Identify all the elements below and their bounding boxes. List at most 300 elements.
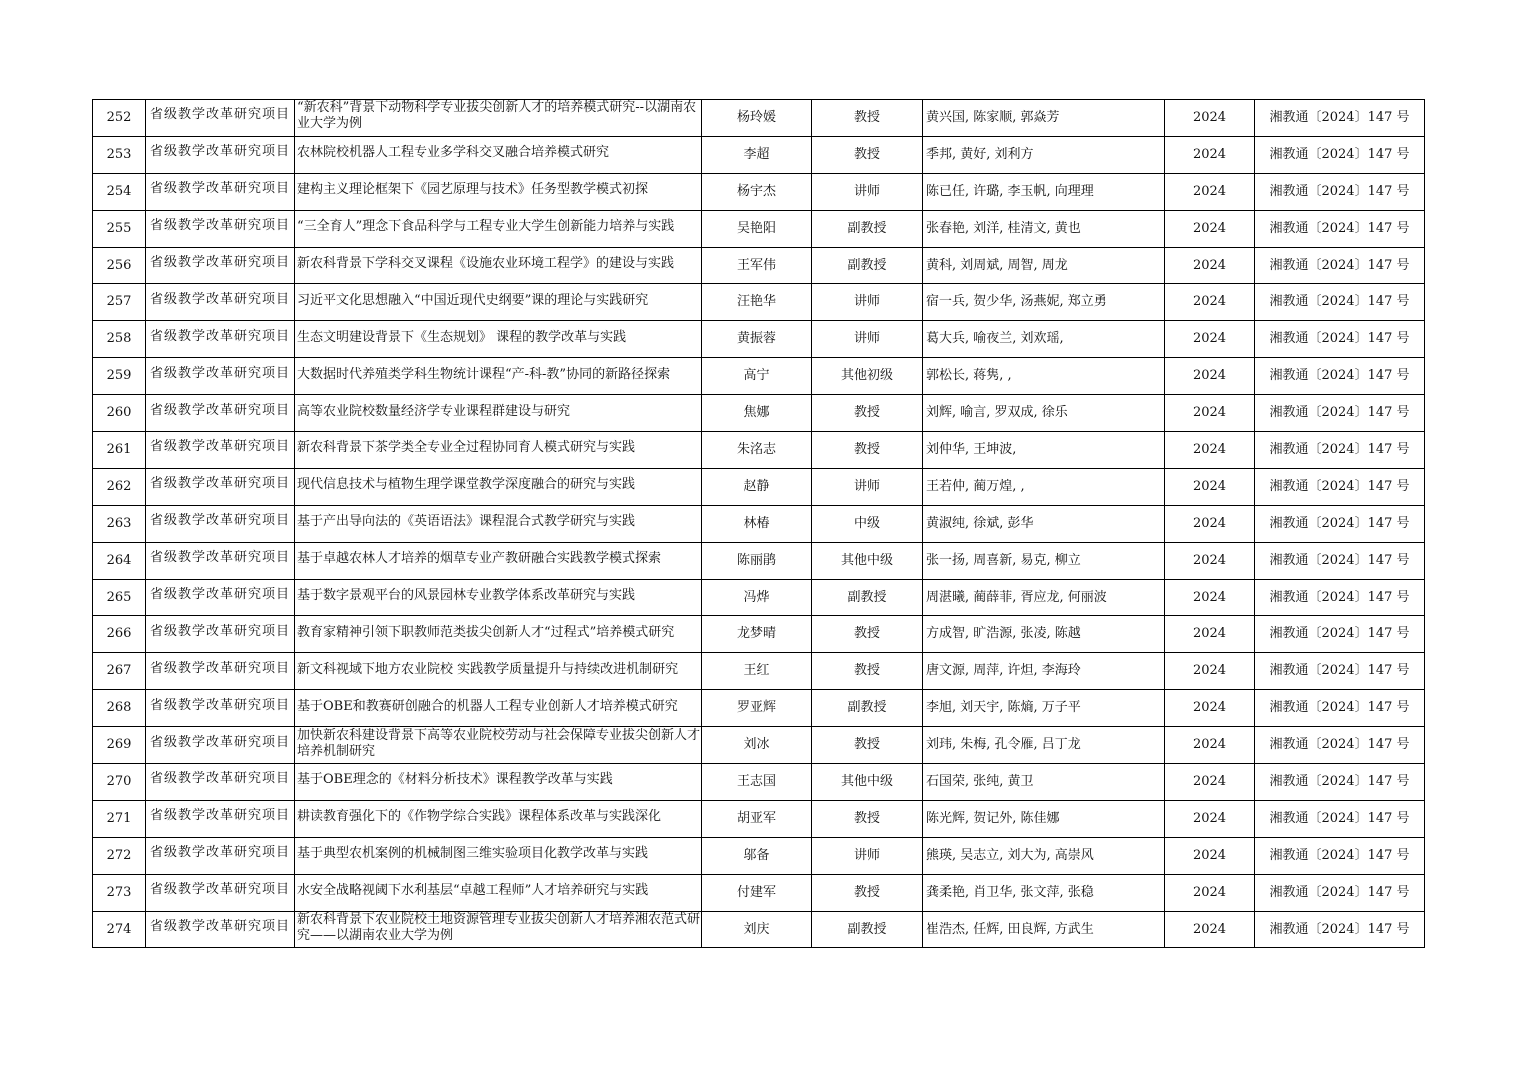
approval-document: 湘教通〔2024〕147 号 (1269, 478, 1410, 494)
project-year: 2024 (1192, 921, 1227, 937)
project-year: 2024 (1192, 773, 1227, 789)
team-members: 黄科, 刘周斌, 周智, 周龙 (926, 257, 1068, 273)
row-number: 265 (106, 589, 132, 605)
project-title-cell (295, 505, 702, 542)
project-leader-cell (702, 616, 812, 653)
row-number-cell (93, 247, 146, 284)
project-leader: 杨玲媛 (736, 109, 776, 125)
project-title-cell (295, 358, 702, 395)
project-type: 省级教学改革研究项目 (149, 439, 290, 455)
team-members: 刘玮, 朱梅, 孔令雁, 吕丁龙 (926, 737, 1081, 753)
leader-rank: 副教授 (847, 257, 887, 273)
project-title: 加快新农科建设背景下高等农业院校劳动与社会保障专业拔尖创新人才培养机制研究 (297, 727, 701, 759)
project-year: 2024 (1192, 368, 1227, 384)
project-type-cell (146, 247, 295, 284)
project-leader: 汪艳华 (736, 294, 776, 310)
project-leader: 刘冰 (743, 737, 770, 753)
table-row (93, 874, 1425, 911)
table-row (93, 579, 1425, 616)
project-leader: 吴艳阳 (736, 220, 776, 236)
project-type: 省级教学改革研究项目 (149, 218, 290, 234)
project-type-cell (146, 284, 295, 321)
row-number: 253 (106, 146, 132, 162)
project-leader-cell (702, 468, 812, 505)
approval-document: 湘教通〔2024〕147 号 (1269, 847, 1410, 863)
project-type: 省级教学改革研究项目 (149, 255, 290, 270)
project-year: 2024 (1192, 737, 1227, 753)
project-year: 2024 (1192, 405, 1227, 421)
project-year: 2024 (1192, 478, 1227, 494)
table-row (93, 284, 1425, 321)
row-number: 274 (106, 921, 132, 937)
row-number-cell (93, 395, 146, 432)
approval-document-cell (1255, 100, 1425, 137)
approval-document: 湘教通〔2024〕147 号 (1269, 737, 1410, 753)
project-type-cell (146, 321, 295, 358)
approval-document-cell (1255, 542, 1425, 579)
project-leader-cell (702, 247, 812, 284)
project-year: 2024 (1192, 552, 1227, 568)
leader-rank: 教授 (853, 146, 880, 162)
leader-rank-cell (812, 395, 923, 432)
project-title-cell (295, 247, 702, 284)
team-members-cell (923, 468, 1165, 505)
row-number: 252 (106, 109, 132, 125)
project-type-cell (146, 505, 295, 542)
project-title-cell (295, 690, 702, 727)
project-title: 基于典型农机案例的机械制图三维实验项目化教学改革与实践 (297, 846, 649, 862)
project-year-cell (1165, 653, 1255, 690)
project-type: 省级教学改革研究项目 (149, 808, 290, 824)
team-members: 刘辉, 喻言, 罗双成, 徐乐 (926, 405, 1068, 421)
approval-document: 湘教通〔2024〕147 号 (1269, 257, 1410, 273)
project-year: 2024 (1192, 331, 1227, 347)
project-title: 高等农业院校数量经济学专业课程群建设与研究 (297, 403, 571, 419)
approval-document-cell (1255, 284, 1425, 321)
row-number: 254 (106, 183, 132, 199)
project-year: 2024 (1192, 810, 1227, 826)
leader-rank: 教授 (853, 884, 880, 900)
project-title: 基于卓越农林人才培养的烟草专业产教研融合实践教学模式探索 (297, 551, 662, 567)
project-year: 2024 (1192, 183, 1227, 199)
project-title-cell (295, 764, 702, 801)
leader-rank-cell (812, 284, 923, 321)
team-members-cell (923, 616, 1165, 653)
project-leader: 杨宇杰 (736, 183, 776, 199)
approval-document: 湘教通〔2024〕147 号 (1269, 294, 1410, 310)
approval-document: 湘教通〔2024〕147 号 (1269, 884, 1410, 900)
team-members-cell (923, 210, 1165, 247)
row-number-cell (93, 837, 146, 874)
project-year-cell (1165, 800, 1255, 837)
project-year: 2024 (1192, 441, 1227, 457)
team-members-cell (923, 432, 1165, 469)
approval-document-cell (1255, 579, 1425, 616)
approval-document: 湘教通〔2024〕147 号 (1269, 331, 1410, 347)
row-number-cell (93, 284, 146, 321)
approval-document-cell (1255, 874, 1425, 911)
approval-document-cell (1255, 616, 1425, 653)
project-year-cell (1165, 100, 1255, 137)
project-year-cell (1165, 284, 1255, 321)
leader-rank-cell (812, 468, 923, 505)
table-row (93, 247, 1425, 284)
team-members: 张春艳, 刘洋, 桂清文, 黄也 (926, 220, 1081, 236)
project-leader-cell (702, 800, 812, 837)
row-number: 258 (106, 331, 132, 347)
project-type-cell (146, 579, 295, 616)
project-leader-cell (702, 173, 812, 210)
project-title: 大数据时代养殖类学科生物统计课程“产-科-教”协同的新路径探索 (297, 366, 671, 382)
project-leader: 林椿 (743, 515, 770, 531)
project-year-cell (1165, 136, 1255, 173)
team-members-cell (923, 358, 1165, 395)
leader-rank: 教授 (853, 441, 880, 457)
project-title: 新农科背景下学科交叉课程《设施农业环境工程学》的建设与实践 (297, 256, 675, 271)
approval-document: 湘教通〔2024〕147 号 (1269, 626, 1410, 642)
leader-rank-cell (812, 210, 923, 247)
table-row (93, 690, 1425, 727)
team-members: 方成智, 旷浩源, 张凌, 陈越 (926, 626, 1081, 642)
project-leader-cell (702, 911, 812, 948)
row-number-cell (93, 542, 146, 579)
project-leader: 罗亚辉 (736, 700, 776, 716)
project-title: 农林院校机器人工程专业多学科交叉融合培养模式研究 (297, 145, 610, 161)
project-title-cell (295, 468, 702, 505)
project-leader-cell (702, 837, 812, 874)
project-leader: 赵静 (743, 478, 770, 494)
team-members-cell (923, 136, 1165, 173)
team-members-cell (923, 727, 1165, 764)
project-type: 省级教学改革研究项目 (149, 697, 290, 713)
leader-rank-cell (812, 358, 923, 395)
project-type-cell (146, 432, 295, 469)
team-members: 郭松长, 蒋隽, , (926, 368, 1012, 384)
project-leader: 冯烨 (743, 589, 770, 605)
row-number: 259 (106, 368, 132, 384)
team-members-cell (923, 579, 1165, 616)
table-row (93, 210, 1425, 247)
project-type-cell (146, 653, 295, 690)
project-year-cell (1165, 210, 1255, 247)
team-members-cell (923, 321, 1165, 358)
project-title: 基于OBE理念的《材料分析技术》课程教学改革与实践 (297, 772, 613, 788)
leader-rank-cell (812, 837, 923, 874)
leader-rank-cell (812, 727, 923, 764)
project-year: 2024 (1192, 663, 1227, 679)
row-number-cell (93, 432, 146, 469)
approval-document: 湘教通〔2024〕147 号 (1269, 109, 1410, 125)
project-title: 新文科视域下地方农业院校 实践教学质量提升与持续改进机制研究 (297, 661, 679, 677)
project-title: 基于OBE和教赛研创融合的机器人工程专业创新人才培养模式研究 (297, 698, 678, 714)
approval-document: 湘教通〔2024〕147 号 (1269, 810, 1410, 826)
project-title-cell (295, 653, 702, 690)
row-number: 257 (106, 294, 132, 310)
project-leader-cell (702, 542, 812, 579)
leader-rank: 讲师 (853, 331, 880, 347)
project-title: 现代信息技术与植物生理学课堂教学深度融合的研究与实践 (297, 477, 636, 493)
leader-rank: 中级 (853, 515, 880, 531)
approval-document-cell (1255, 911, 1425, 948)
project-type-cell (146, 874, 295, 911)
leader-rank: 教授 (853, 109, 880, 125)
project-leader: 王军伟 (736, 257, 776, 273)
row-number: 267 (106, 663, 132, 679)
project-type: 省级教学改革研究项目 (149, 660, 290, 676)
project-type: 省级教学改革研究项目 (149, 623, 290, 639)
project-type: 省级教学改革研究项目 (149, 919, 290, 935)
leader-rank-cell (812, 874, 923, 911)
team-members-cell (923, 764, 1165, 801)
project-year: 2024 (1192, 589, 1227, 605)
project-type: 省级教学改革研究项目 (149, 328, 290, 344)
leader-rank: 教授 (853, 663, 880, 679)
row-number: 268 (106, 700, 132, 716)
leader-rank: 讲师 (853, 478, 880, 494)
approval-document: 湘教通〔2024〕147 号 (1269, 183, 1410, 199)
table-row (93, 616, 1425, 653)
leader-rank-cell (812, 432, 923, 469)
project-table-body (93, 100, 1425, 948)
approval-document: 湘教通〔2024〕147 号 (1269, 146, 1410, 162)
project-leader: 黄振蓉 (736, 331, 776, 347)
project-year-cell (1165, 616, 1255, 653)
team-members: 黄淑纯, 徐斌, 彭华 (926, 515, 1034, 531)
project-type-cell (146, 100, 295, 137)
project-type-cell (146, 542, 295, 579)
approval-document: 湘教通〔2024〕147 号 (1269, 773, 1410, 789)
project-year: 2024 (1192, 257, 1227, 273)
row-number: 260 (106, 405, 132, 421)
project-type: 省级教学改革研究项目 (149, 513, 290, 529)
project-title: “三全育人”理念下食品科学与工程专业大学生创新能力培养与实践 (297, 219, 675, 235)
project-type-cell (146, 395, 295, 432)
row-number-cell (93, 800, 146, 837)
team-members-cell (923, 505, 1165, 542)
table-row (93, 653, 1425, 690)
table-row (93, 468, 1425, 505)
leader-rank: 其他初级 (840, 368, 893, 384)
team-members: 刘仲华, 王坤波, (926, 441, 1017, 457)
team-members-cell (923, 100, 1165, 137)
leader-rank: 教授 (853, 405, 880, 421)
leader-rank: 副教授 (847, 700, 887, 716)
row-number: 261 (106, 441, 132, 457)
project-type-cell (146, 837, 295, 874)
project-year-cell (1165, 874, 1255, 911)
table-row (93, 321, 1425, 358)
row-number-cell (93, 173, 146, 210)
project-title-cell (295, 432, 702, 469)
project-title: 新农科背景下茶学类全专业全过程协同育人模式研究与实践 (297, 440, 636, 456)
project-title-cell (295, 616, 702, 653)
project-leader: 朱洺志 (736, 441, 776, 457)
row-number-cell (93, 210, 146, 247)
team-members-cell (923, 247, 1165, 284)
project-type-cell (146, 468, 295, 505)
table-row (93, 358, 1425, 395)
project-year-cell (1165, 505, 1255, 542)
project-title-cell (295, 800, 702, 837)
row-number-cell (93, 100, 146, 137)
team-members: 黄兴国, 陈家顺, 郭焱芳 (926, 109, 1060, 125)
team-members: 张一扬, 周喜新, 易克, 柳立 (926, 552, 1081, 568)
leader-rank-cell (812, 542, 923, 579)
team-members-cell (923, 800, 1165, 837)
project-type-cell (146, 210, 295, 247)
project-year-cell (1165, 837, 1255, 874)
project-year-cell (1165, 579, 1255, 616)
approval-document-cell (1255, 432, 1425, 469)
project-title-cell (295, 837, 702, 874)
team-members: 李旭, 刘天宇, 陈熵, 万子平 (926, 700, 1081, 716)
team-members-cell (923, 690, 1165, 727)
project-leader: 高宁 (743, 368, 770, 384)
approval-document-cell (1255, 727, 1425, 764)
project-leader: 焦娜 (743, 405, 770, 421)
team-members: 王若仲, 蔺万煌, , (926, 478, 1025, 494)
project-leader-cell (702, 764, 812, 801)
table-row (93, 395, 1425, 432)
leader-rank: 教授 (853, 810, 880, 826)
project-title-cell (295, 874, 702, 911)
project-year-cell (1165, 542, 1255, 579)
project-year-cell (1165, 247, 1255, 284)
project-leader-cell (702, 874, 812, 911)
row-number-cell (93, 911, 146, 948)
project-year: 2024 (1192, 515, 1227, 531)
project-title-cell (295, 321, 702, 358)
project-type-cell (146, 911, 295, 948)
team-members-cell (923, 837, 1165, 874)
project-year-cell (1165, 727, 1255, 764)
project-leader: 付建军 (736, 884, 776, 900)
approval-document-cell (1255, 800, 1425, 837)
row-number: 263 (106, 515, 132, 531)
project-title-cell (295, 136, 702, 173)
row-number-cell (93, 764, 146, 801)
team-members: 周湛曦, 蔺薛菲, 胥应龙, 何丽波 (926, 589, 1107, 605)
leader-rank-cell (812, 616, 923, 653)
project-type: 省级教学改革研究项目 (149, 144, 290, 160)
project-type-cell (146, 727, 295, 764)
project-year-cell (1165, 321, 1255, 358)
approval-document-cell (1255, 690, 1425, 727)
project-type: 省级教学改革研究项目 (149, 107, 290, 123)
leader-rank: 副教授 (847, 220, 887, 236)
project-year: 2024 (1192, 294, 1227, 310)
project-type: 省级教学改革研究项目 (149, 181, 290, 197)
team-members: 龚柔艳, 肖卫华, 张文萍, 张稳 (926, 884, 1094, 900)
project-title-cell (295, 395, 702, 432)
project-year-cell (1165, 911, 1255, 948)
table-row (93, 505, 1425, 542)
row-number-cell (93, 358, 146, 395)
row-number: 256 (106, 257, 132, 273)
row-number: 273 (106, 884, 132, 900)
project-year: 2024 (1192, 884, 1227, 900)
approval-document-cell (1255, 247, 1425, 284)
row-number: 264 (106, 552, 132, 568)
row-number-cell (93, 321, 146, 358)
project-year: 2024 (1192, 700, 1227, 716)
row-number-cell (93, 690, 146, 727)
project-leader-cell (702, 358, 812, 395)
project-leader-cell (702, 690, 812, 727)
project-year-cell (1165, 690, 1255, 727)
leader-rank-cell (812, 136, 923, 173)
project-year: 2024 (1192, 626, 1227, 642)
project-leader: 龙梦晴 (736, 626, 776, 642)
project-type-cell (146, 800, 295, 837)
approval-document: 湘教通〔2024〕147 号 (1269, 589, 1410, 605)
project-leader: 邬备 (743, 847, 770, 863)
team-members: 陈已任, 许璐, 李玉帆, 向理理 (926, 183, 1094, 199)
project-leader-cell (702, 284, 812, 321)
row-number-cell (93, 653, 146, 690)
project-leader-cell (702, 432, 812, 469)
approval-document: 湘教通〔2024〕147 号 (1269, 405, 1410, 421)
project-leader: 李超 (743, 146, 770, 162)
approval-document-cell (1255, 210, 1425, 247)
project-type: 省级教学改革研究项目 (149, 291, 290, 307)
row-number-cell (93, 468, 146, 505)
row-number: 271 (106, 810, 132, 826)
project-year: 2024 (1192, 109, 1227, 125)
project-title: “新农科”背景下动物科学专业拔尖创新人才的培养模式研究--以湖南农业大学为例 (297, 100, 697, 132)
team-members-cell (923, 542, 1165, 579)
approval-document-cell (1255, 173, 1425, 210)
project-type: 省级教学改革研究项目 (149, 550, 290, 566)
team-members: 葛大兵, 喻夜兰, 刘欢瑶, (926, 331, 1064, 347)
row-number: 262 (106, 478, 132, 494)
approval-document: 湘教通〔2024〕147 号 (1269, 552, 1410, 568)
row-number: 272 (106, 847, 132, 863)
project-year-cell (1165, 173, 1255, 210)
project-type: 省级教学改革研究项目 (149, 734, 290, 750)
project-year: 2024 (1192, 146, 1227, 162)
table-row (93, 432, 1425, 469)
project-type: 省级教学改革研究项目 (149, 845, 290, 861)
row-number: 270 (106, 773, 132, 789)
project-leader: 陈丽鹃 (736, 552, 776, 568)
project-leader-cell (702, 210, 812, 247)
leader-rank-cell (812, 579, 923, 616)
project-year-cell (1165, 395, 1255, 432)
project-type: 省级教学改革研究项目 (149, 587, 290, 603)
approval-document-cell (1255, 136, 1425, 173)
project-title: 建构主义理论框架下《园艺原理与技术》任务型教学模式初探 (297, 182, 649, 198)
project-year: 2024 (1192, 847, 1227, 863)
leader-rank-cell (812, 911, 923, 948)
approval-document: 湘教通〔2024〕147 号 (1269, 441, 1410, 457)
team-members-cell (923, 173, 1165, 210)
table-row (93, 727, 1425, 764)
team-members-cell (923, 653, 1165, 690)
team-members: 唐文源, 周萍, 许炟, 李海玲 (926, 663, 1081, 679)
project-leader-cell (702, 505, 812, 542)
leader-rank-cell (812, 505, 923, 542)
row-number-cell (93, 505, 146, 542)
team-members: 季邦, 黄好, 刘利方 (926, 146, 1034, 162)
project-table (92, 99, 1425, 948)
project-title-cell (295, 911, 702, 948)
project-leader: 刘庆 (743, 921, 770, 937)
approval-document-cell (1255, 764, 1425, 801)
project-title-cell (295, 173, 702, 210)
project-title: 基于数字景观平台的风景园林专业教学体系改革研究与实践 (297, 588, 636, 604)
project-leader: 王红 (743, 663, 770, 679)
